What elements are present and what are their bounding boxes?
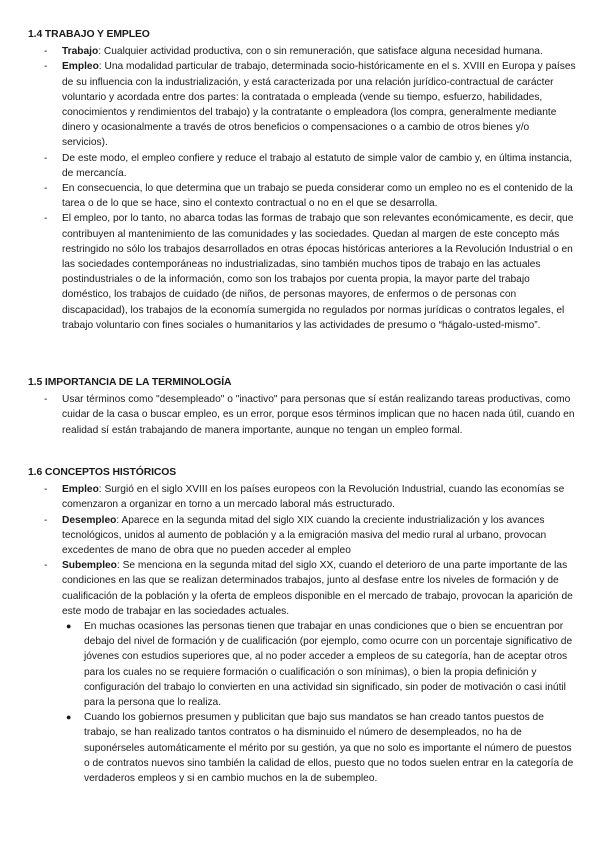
bullet-list — [28, 482, 576, 619]
term-label: Empleo — [62, 61, 99, 73]
list-item — [28, 558, 576, 619]
section-importancia-terminologia — [28, 375, 576, 438]
item-text: El empleo, por lo tanto, no abarca todas las formas de trabajo que son relevantes económicamente, es decir, que contribuyen al mantenimiento de las comunidades y las sociedades. Quedan al margen de este concepto más restringido no sólo los trabajos desarrollados en otras épocas históricas anteriores a la Revolución Industrial o en las sociedades contemporáneas no industrializadas, sino también muchos tipos de trabajo en las actuales postindustriales o de la información, como son los trabajos por cuenta propia, la mayor parte del trabajo doméstico, los trabajos de cuidado (de niños, de personas mayores, de enfermos o de personas con discapacidad), los trabajos de la economía sumergida no regulados por normas jurídicas o contratos legales, el trabajo voluntario con fines sociales o humanitarios y las actividades de presumo o “hágalo-usted-mismo”. — [62, 213, 574, 331]
nested-bullet-list — [28, 619, 576, 786]
section-trabajo-y-empleo — [28, 27, 576, 333]
bullet-list — [28, 44, 576, 333]
list-item — [28, 211, 576, 333]
dash-marker: - — [44, 213, 48, 225]
term-label: Subempleo — [62, 560, 117, 572]
list-item — [28, 392, 576, 438]
bullet-dot-icon: ● — [66, 621, 72, 632]
item-text: En muchas ocasiones las personas tienen que trabajar en unas condiciones que o bien se encuentran por debajo del nivel de formación y de cualificación (por ejemplo, como ocurre con un porcentaje significativo de jóvenes con estudios superiores que, al no poder acceder a empleos de su categoría, han de aceptar otros para los cuales no se requiere formación o cualificación o son mínimas), o bien la propia definición y configuración del trabajo lo convierten en una actividad sin significado, sin poder de motivación o casi inútil para la persona que lo realiza. — [84, 621, 573, 709]
item-text: Usar términos como "desempleado" o "inactivo" para personas que sí están realizando tareas productivas, como cuidar de la casa o buscar empleo, es un error, porque esos términos implican que no hacen nada útil, cuando en realidad sí están trabajando de manera importante, aunque no tengan un empleo formal. — [62, 394, 575, 436]
item-text: En consecuencia, lo que determina que un trabajo se pueda considerar como un empleo no es el contenido de la tarea o de lo que se hace, sino el contexto contractual o no en el que se desarrolla. — [62, 183, 573, 210]
section-heading: 1.6 CONCEPTOS HISTÓRICOS — [28, 467, 177, 478]
term-label: Empleo — [62, 484, 99, 496]
list-item — [28, 151, 576, 181]
item-text: : Se menciona en la segunda mitad del siglo XX, cuando el deterioro de una parte importante de las condiciones en las que se realizan determinados trabajos, junto al desfase entre los niveles de formación y de cualificación de la población y la oferta de empleos disponible en el mercado de trabajo, provocan la aparición de este modo de trabajar en las sociedades actuales. — [62, 560, 573, 617]
item-text: : Cualquier actividad productiva, con o sin remuneración, que satisface alguna necesidad humana. — [98, 46, 543, 58]
bullet-dot-icon: ● — [66, 712, 72, 723]
dash-marker: - — [44, 514, 48, 526]
item-text: : Una modalidad particular de trabajo, determinada socio-históricamente en el s. XVIII en Europa y países de su influencia con la industrialización, y está caracterizada por una relación jurídico-contractual de carácter voluntario y acordada entre dos partes: la contratada o empleada (vende su tiempo, esfuerzo, habilidades, conocimientos y rendimientos del trabajo) y la contratante o empleadora (los compra, generalmente mediante dinero y ocasionalmente a través de otros beneficios o compensaciones o a cambio de otros bienes y/o servicios). — [62, 61, 576, 149]
bullet-list — [28, 392, 576, 438]
dash-marker: - — [44, 152, 48, 164]
item-text: : Aparece en la segunda mitad del siglo XIX cuando la creciente industrialización y los avances tecnológicos, unidos al aumento de población y a la emigración masiva del medio rural al urbano, provocan excedentes de mano de obra que no pueden acceder al empleo — [62, 514, 547, 557]
item-text: Cuando los gobiernos presumen y publicitan que bajo sus mandatos se han creado tantos puestos de trabajo, se han realizado tantos contratos o ha disminuido el número de desempleados, no ha de suponérseles automáticamente el mérito por su gestión, ya que no solo es importante el número de puestos o de contratos nuevos sino también la calidad de ellos, puesto que no todos suelen entrar en la categoría de verdaderos empleos y si en cambio muchos en la de subempleo. — [84, 712, 574, 785]
dash-marker: - — [44, 560, 48, 572]
list-item — [28, 482, 576, 512]
list-item — [28, 513, 576, 559]
dash-marker: - — [44, 183, 48, 195]
section-heading: 1.4 TRABAJO Y EMPLEO — [28, 29, 150, 40]
dash-marker: - — [44, 46, 48, 58]
item-text: : Surgió en el siglo XVIII en los países europeos con la Revolución Industrial, cuando las economías se comenzaron a organizar en torno a un mercado laboral más estructurado. — [62, 484, 565, 511]
item-text: De este modo, el empleo confiere y reduce el trabajo al estatuto de simple valor de cambio y, en última instancia, de mercancía. — [62, 152, 573, 179]
nested-list-item — [64, 619, 576, 710]
section-conceptos-historicos — [28, 465, 576, 786]
dash-marker: - — [44, 394, 48, 406]
dash-marker: - — [44, 484, 48, 496]
list-item — [28, 59, 576, 150]
list-item — [28, 181, 576, 211]
dash-marker: - — [44, 61, 48, 73]
term-label: Trabajo — [62, 46, 99, 58]
term-label: Desempleo — [62, 514, 117, 526]
list-item — [28, 44, 576, 59]
nested-list-item — [64, 710, 576, 786]
section-heading: 1.5 IMPORTANCIA DE LA TERMINOLOGÍA — [28, 377, 232, 388]
